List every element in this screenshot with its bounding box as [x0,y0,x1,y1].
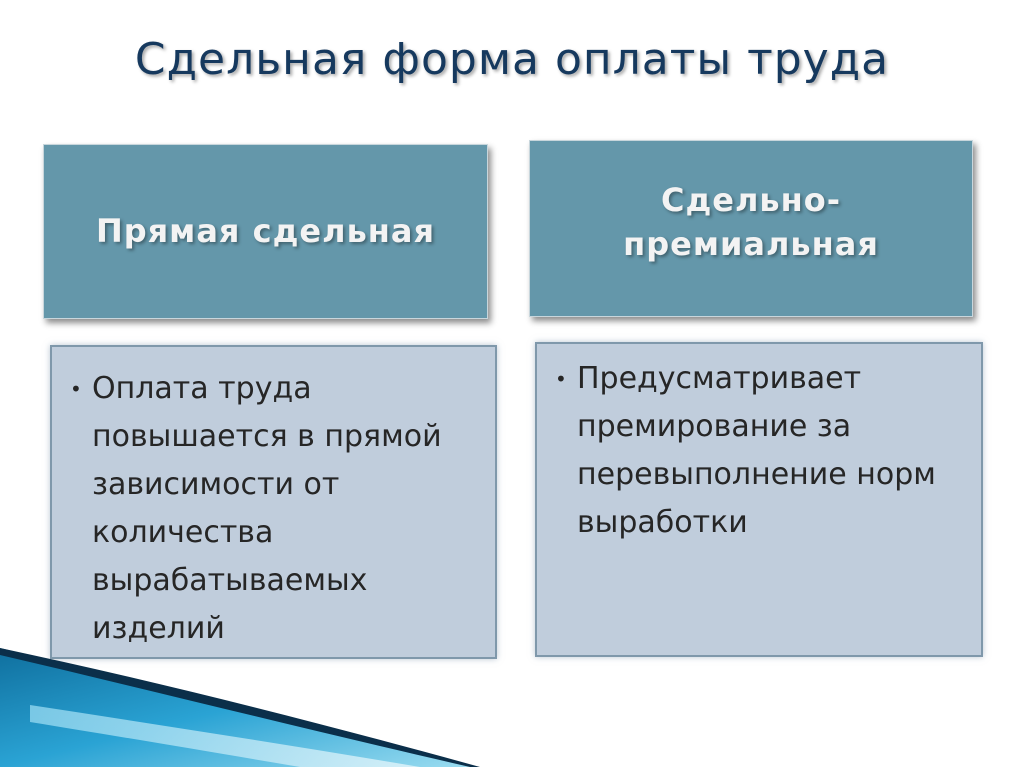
slide-title: Сдельная форма оплаты труда [134,34,890,85]
bullet-text: Оплата труда повышается в прямой зависимости от количества вырабатываемых изделий [92,371,442,646]
header-piecework-bonus-label: Сдельно- премиальная [623,181,879,263]
header-direct-piecework-label: Прямая сдельная [95,211,436,250]
bullet-dot-icon: • [70,377,82,401]
bullet-text: Предусматривает премирование за перевыполнение норм выработки [577,361,936,540]
bullet-dot-icon: • [555,367,567,391]
